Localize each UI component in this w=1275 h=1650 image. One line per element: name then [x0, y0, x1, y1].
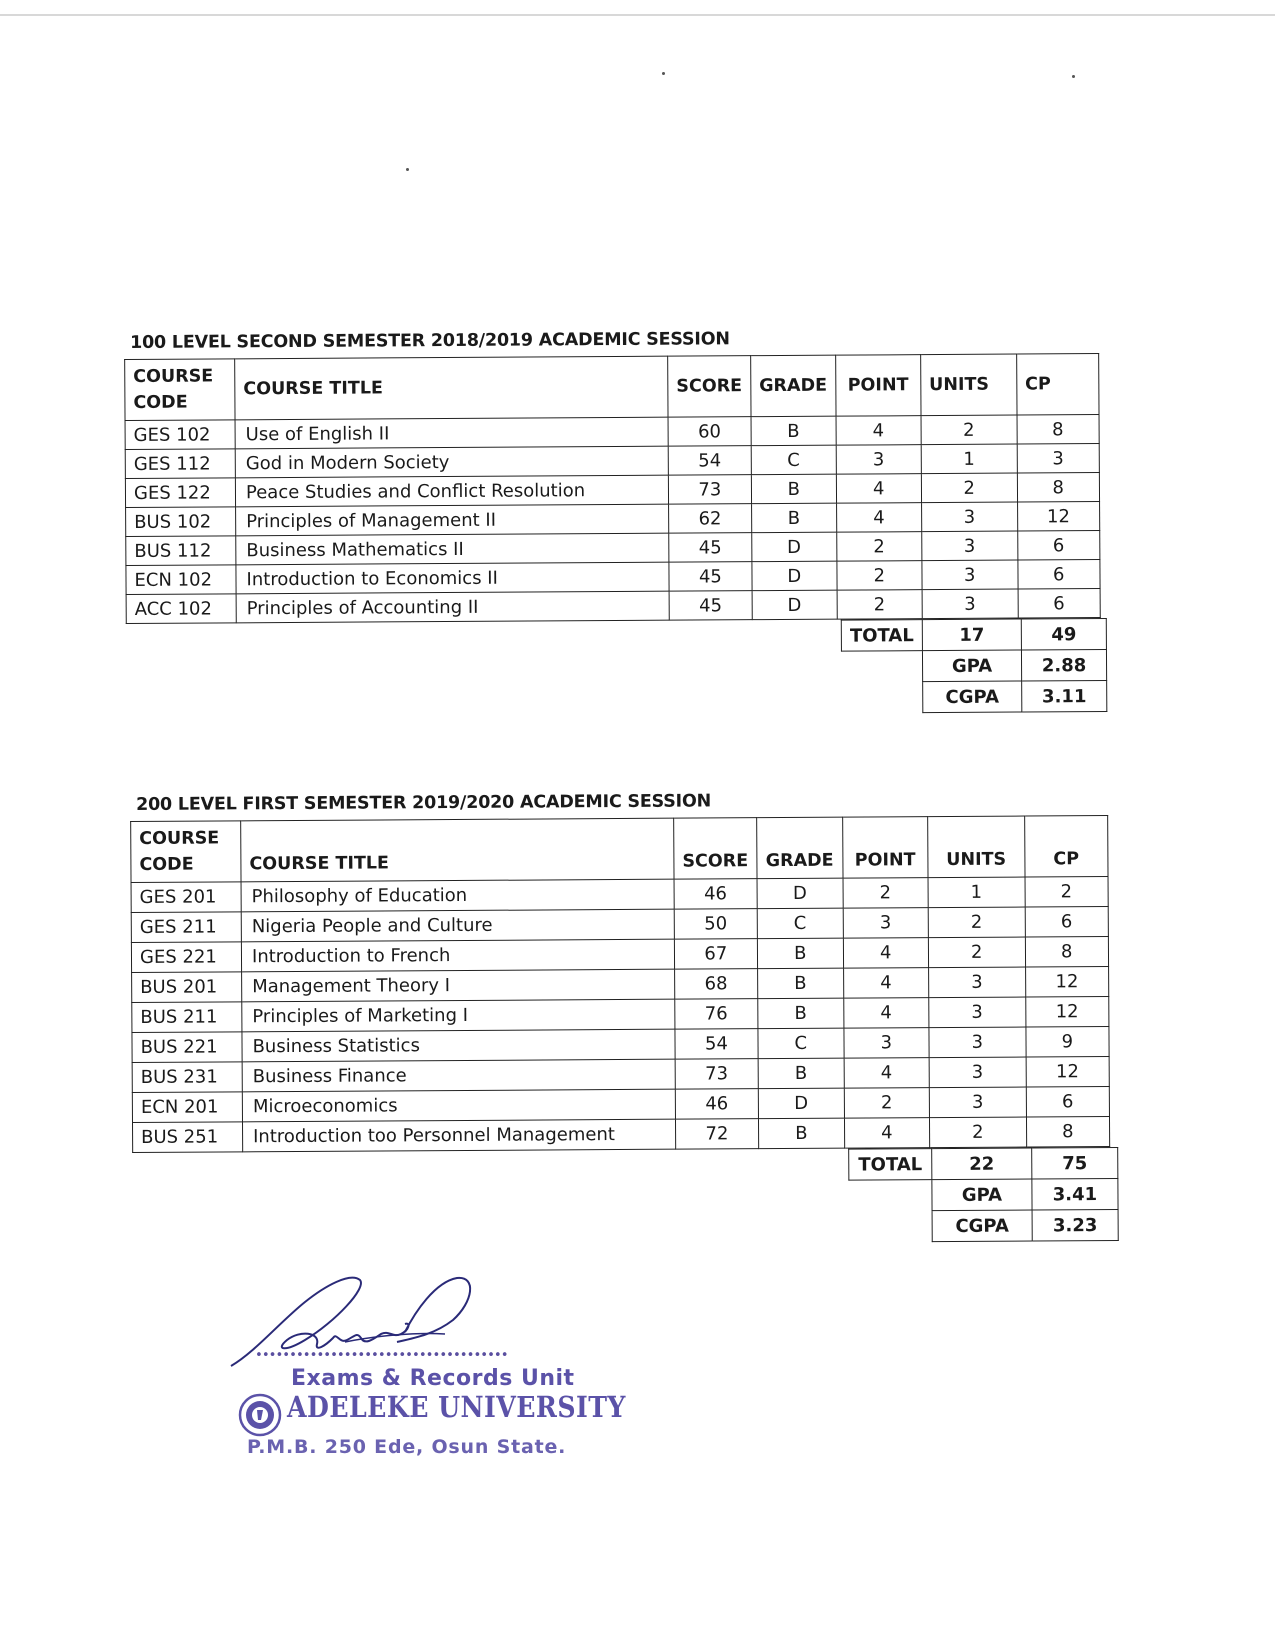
header-score: SCORE [674, 818, 757, 880]
header-grade: GRADE [750, 355, 835, 417]
units-cell: 3 [922, 560, 1018, 590]
course-title-cell: Principles of Marketing I [242, 999, 675, 1032]
gpa-value: 3.41 [1032, 1178, 1118, 1210]
cgpa-label: CGPA [923, 681, 1022, 713]
stamp-dotted-line: ••••••••••••••••••••••••••••••••••••• [255, 1348, 508, 1363]
cp-cell: 2 [1025, 877, 1108, 908]
units-cell: 3 [921, 502, 1017, 532]
header-course-title: COURSE TITLE [241, 818, 674, 882]
header-score: SCORE [668, 356, 751, 418]
cp-cell: 9 [1026, 1027, 1109, 1058]
point-cell: 2 [837, 590, 922, 620]
point-cell: 4 [836, 474, 921, 504]
score-cell: 45 [669, 591, 752, 621]
gpa-value: 2.88 [1021, 650, 1106, 682]
summary-spacer [841, 651, 922, 682]
units-cell: 2 [921, 473, 1017, 503]
point-cell: 3 [844, 1028, 929, 1059]
header-point: POINT [835, 355, 920, 417]
course-title-cell: Principles of Management II [236, 504, 669, 536]
course-code-cell: GES 112 [125, 449, 235, 479]
grade-cell: D [752, 561, 837, 591]
units-cell: 2 [928, 937, 1025, 968]
units-cell: 3 [922, 589, 1018, 619]
course-code-cell: GES 221 [131, 942, 241, 973]
score-cell: 60 [668, 417, 751, 447]
table-header-row [131, 816, 1108, 883]
table-header-row [125, 354, 1099, 421]
header-units: UNITS [920, 354, 1016, 416]
total-units: 17 [922, 619, 1021, 651]
course-title-cell: Introduction to French [241, 939, 674, 972]
course-code-cell: GES 201 [131, 882, 241, 913]
course-code-cell: ACC 102 [126, 594, 236, 624]
score-cell: 76 [675, 999, 758, 1030]
official-stamp [225, 1262, 626, 1462]
university-seal-icon [237, 1392, 283, 1438]
header-cp: CP [1024, 816, 1107, 878]
units-cell: 3 [929, 997, 1026, 1028]
course-code-cell: BUS 221 [132, 1032, 242, 1063]
course-title-cell: Principles of Accounting II [236, 591, 669, 623]
grade-cell: D [758, 1088, 844, 1119]
header-course-code: COURSE CODE [131, 821, 241, 883]
score-cell: 67 [674, 939, 757, 970]
course-code-cell: BUS 102 [126, 507, 236, 537]
header-grade: GRADE [756, 817, 842, 879]
grade-cell: C [758, 1028, 844, 1059]
score-cell: 46 [674, 879, 757, 910]
score-cell: 72 [675, 1119, 758, 1150]
units-cell: 3 [929, 1087, 1026, 1118]
course-title-cell: Introduction too Personnel Management [242, 1119, 675, 1152]
header-point: POINT [842, 817, 927, 879]
cp-cell: 6 [1017, 531, 1099, 561]
gpa-label: GPA [932, 1179, 1032, 1211]
cp-cell: 8 [1026, 1117, 1109, 1148]
grade-cell: B [751, 503, 836, 533]
point-cell: 2 [843, 878, 928, 909]
units-cell: 3 [929, 1027, 1026, 1058]
summary-table [848, 1147, 1119, 1243]
scan-speck [1072, 75, 1075, 78]
grade-cell: D [757, 878, 843, 909]
point-cell: 4 [843, 938, 928, 969]
total-label: TOTAL [849, 1149, 932, 1181]
point-cell: 4 [843, 968, 928, 999]
section-title: 200 LEVEL FIRST SEMESTER 2019/2020 ACADEMIC SESSION [135, 791, 712, 815]
score-cell: 54 [675, 1029, 758, 1060]
units-cell: 2 [928, 907, 1025, 938]
scan-speck [662, 72, 665, 75]
summary-spacer [849, 1211, 932, 1243]
grades-table [124, 353, 1100, 624]
header-course-title: COURSE TITLE [235, 356, 668, 420]
total-units: 22 [932, 1148, 1032, 1180]
cp-cell: 8 [1025, 937, 1108, 968]
cp-cell: 8 [1017, 473, 1099, 503]
semester-section-100-level [124, 327, 1107, 718]
score-cell: 68 [675, 969, 758, 1000]
course-title-cell: God in Modern Society [235, 446, 668, 478]
course-title-cell: Use of English II [235, 417, 668, 449]
units-cell: 3 [929, 1057, 1026, 1088]
point-cell: 4 [836, 503, 921, 533]
course-title-cell: Philosophy of Education [241, 879, 674, 912]
score-cell: 45 [669, 533, 752, 563]
summary-table [841, 618, 1108, 714]
point-cell: 4 [844, 1118, 929, 1149]
grade-cell: C [757, 908, 843, 939]
total-label: TOTAL [841, 620, 922, 651]
grade-cell: B [751, 416, 836, 446]
cp-cell: 6 [1018, 589, 1100, 619]
grade-cell: B [757, 968, 843, 999]
course-code-cell: BUS 231 [132, 1062, 242, 1093]
grade-cell: B [758, 1058, 844, 1089]
course-code-cell: GES 122 [125, 478, 235, 508]
course-code-cell: GES 102 [125, 420, 235, 450]
cp-cell: 8 [1017, 415, 1099, 445]
units-cell: 2 [929, 1117, 1026, 1148]
grade-cell: B [758, 1118, 844, 1149]
course-code-cell: BUS 201 [132, 972, 242, 1003]
course-code-cell: ECN 201 [132, 1092, 242, 1123]
stamp-university-name: ADELEKE UNIVERSITY [287, 1390, 626, 1424]
grade-cell: D [752, 590, 837, 620]
cp-cell: 6 [1026, 1087, 1109, 1118]
total-cp: 49 [1021, 619, 1106, 651]
units-cell: 3 [921, 531, 1017, 561]
course-title-cell: Introduction to Economics II [236, 562, 669, 594]
course-title-cell: Nigeria People and Culture [241, 909, 674, 942]
course-title-cell: Business Statistics [242, 1029, 675, 1062]
cp-cell: 3 [1017, 444, 1099, 474]
point-cell: 4 [844, 1058, 929, 1089]
cp-cell: 6 [1018, 560, 1100, 590]
course-title-cell: Peace Studies and Conflict Resolution [235, 475, 668, 507]
score-cell: 73 [675, 1059, 758, 1090]
cgpa-label: CGPA [932, 1210, 1032, 1242]
semester-section-200-level [130, 789, 1119, 1247]
section-title: 100 LEVEL SECOND SEMESTER 2018/2019 ACADEMIC SESSION [129, 329, 730, 353]
course-code-cell: ECN 102 [126, 565, 236, 595]
score-cell: 45 [669, 562, 752, 592]
cgpa-value: 3.11 [1022, 681, 1107, 713]
total-cp: 75 [1032, 1147, 1118, 1179]
point-cell: 3 [836, 445, 921, 475]
point-cell: 2 [837, 561, 922, 591]
point-cell: 2 [844, 1088, 929, 1119]
cp-cell: 6 [1025, 907, 1108, 938]
score-cell: 46 [675, 1089, 758, 1120]
point-cell: 2 [836, 532, 921, 562]
grade-cell: B [757, 938, 843, 969]
course-title-cell: Business Mathematics II [236, 533, 669, 565]
grade-cell: D [751, 532, 836, 562]
point-cell: 4 [836, 416, 921, 446]
grades-table [130, 815, 1110, 1153]
score-cell: 50 [674, 909, 757, 940]
header-cp: CP [1016, 354, 1098, 415]
stamp-unit-name: Exams & Records Unit [291, 1366, 575, 1391]
course-title-cell: Microeconomics [242, 1089, 675, 1122]
score-cell: 54 [668, 446, 751, 476]
header-units: UNITS [927, 816, 1024, 878]
cp-cell: 12 [1025, 967, 1108, 998]
course-title-cell: Management Theory I [242, 969, 675, 1002]
grade-cell: B [751, 474, 836, 504]
scan-speck [406, 168, 409, 171]
score-cell: 73 [668, 475, 751, 505]
summary-spacer [842, 682, 923, 713]
grade-cell: B [758, 998, 844, 1029]
cp-cell: 12 [1017, 502, 1099, 532]
units-cell: 3 [928, 967, 1025, 998]
course-title-cell: Business Finance [242, 1059, 675, 1092]
gpa-label: GPA [922, 650, 1021, 682]
units-cell: 1 [928, 877, 1025, 908]
scan-edge-line [0, 14, 1275, 16]
score-cell: 62 [669, 504, 752, 534]
course-code-cell: BUS 251 [133, 1122, 243, 1153]
course-code-cell: BUS 211 [132, 1002, 242, 1033]
cp-cell: 12 [1026, 997, 1109, 1028]
grade-cell: C [751, 445, 836, 475]
point-cell: 4 [844, 998, 929, 1029]
header-course-code: COURSE CODE [125, 359, 235, 421]
course-code-cell: GES 211 [131, 912, 241, 943]
stamp-address: P.M.B. 250 Ede, Osun State. [247, 1436, 567, 1458]
cgpa-value: 3.23 [1032, 1209, 1118, 1241]
course-code-cell: BUS 112 [126, 536, 236, 566]
units-cell: 1 [921, 444, 1017, 474]
cp-cell: 12 [1026, 1057, 1109, 1088]
units-cell: 2 [921, 415, 1017, 445]
summary-spacer [849, 1180, 932, 1212]
point-cell: 3 [843, 908, 928, 939]
